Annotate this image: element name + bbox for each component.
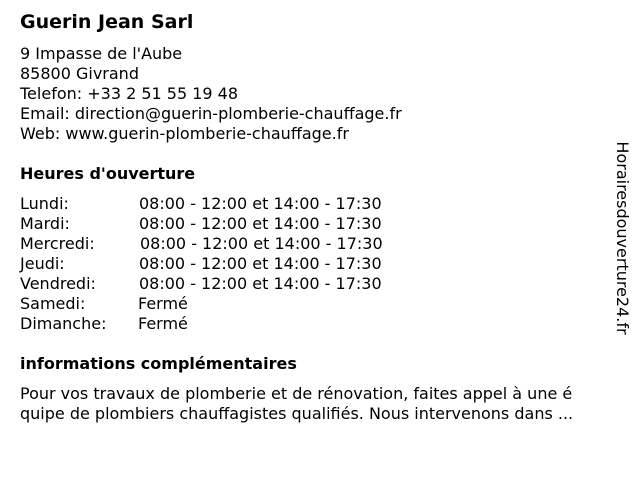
day-label: Mardi: bbox=[20, 214, 70, 233]
day-label: Mercredi: bbox=[20, 234, 95, 253]
day-label: Lundi: bbox=[20, 194, 69, 213]
email-line[interactable]: Email: direction@guerin-plomberie-chauffage.fr bbox=[20, 104, 402, 123]
day-label: Jeudi: bbox=[20, 254, 65, 273]
additional-info-text bbox=[20, 384, 620, 424]
address-street: 9 Impasse de l'Aube bbox=[20, 44, 183, 63]
opening-hours-heading: Heures d'ouverture bbox=[20, 164, 196, 183]
info-text-line-2: quipe de plombiers chauffagistes qualifiés. Nous intervenons dans ... bbox=[20, 404, 574, 423]
contact-block bbox=[20, 44, 402, 144]
additional-info-heading: informations complémentaires bbox=[20, 354, 297, 373]
day-label: Dimanche: bbox=[20, 314, 107, 333]
address-city: 85800 Givrand bbox=[20, 64, 139, 83]
website-line[interactable]: Web: www.guerin-plomberie-chauffage.fr bbox=[20, 124, 349, 143]
day-label: Samedi: bbox=[20, 294, 86, 313]
time-value: 08:00 - 12:00 et 14:00 - 17:30 bbox=[139, 194, 382, 213]
time-value: 08:00 - 12:00 et 14:00 - 17:30 bbox=[139, 254, 382, 273]
time-value: Fermé bbox=[138, 314, 188, 333]
time-value: 08:00 - 12:00 et 14:00 - 17:30 bbox=[140, 234, 383, 253]
phone-line[interactable]: Telefon: +33 2 51 55 19 48 bbox=[20, 84, 239, 103]
site-watermark: Horairesdouverture24.fr bbox=[613, 141, 632, 335]
time-value: 08:00 - 12:00 et 14:00 - 17:30 bbox=[139, 274, 382, 293]
info-text-line-1: Pour vos travaux de plomberie et de rénovation, faites appel à une é bbox=[20, 384, 573, 403]
day-label: Vendredi: bbox=[20, 274, 96, 293]
business-name: Guerin Jean Sarl bbox=[20, 11, 194, 33]
time-value: 08:00 - 12:00 et 14:00 - 17:30 bbox=[139, 214, 382, 233]
time-value: Fermé bbox=[138, 294, 188, 313]
